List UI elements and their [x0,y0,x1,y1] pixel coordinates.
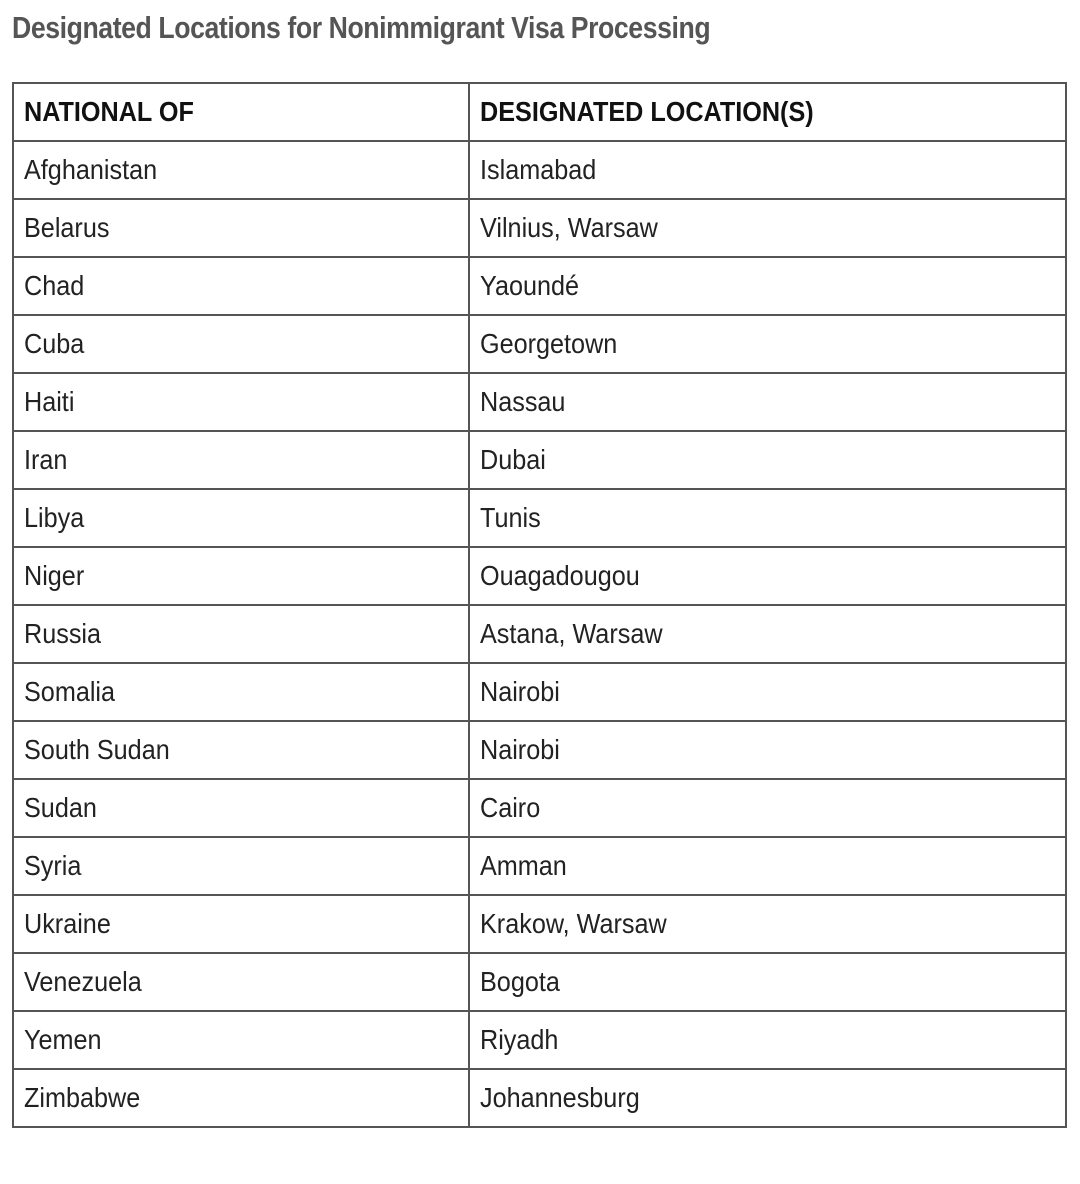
table-row [13,315,1066,373]
column-header-designated-locations: DESIGNATED LOCATION(S) [469,83,1066,141]
column-header-national-of: NATIONAL OF [13,83,469,141]
nationality-cell: South Sudan [13,721,469,779]
nationality-cell: Ukraine [13,895,469,953]
location-cell: Yaoundé [469,257,1066,315]
table-row [13,547,1066,605]
table-row [13,721,1066,779]
nationality-cell: Cuba [13,315,469,373]
nationality-cell: Iran [13,431,469,489]
location-cell: Vilnius, Warsaw [469,199,1066,257]
location-cell: Bogota [469,953,1066,1011]
table-row [13,431,1066,489]
location-cell: Dubai [469,431,1066,489]
location-cell: Tunis [469,489,1066,547]
table-row [13,257,1066,315]
location-cell: Nairobi [469,663,1066,721]
nationality-cell: Russia [13,605,469,663]
nationality-cell: Yemen [13,1011,469,1069]
nationality-cell: Syria [13,837,469,895]
location-cell: Johannesburg [469,1069,1066,1127]
table-row [13,141,1066,199]
table-row [13,199,1066,257]
location-cell: Riyadh [469,1011,1066,1069]
nationality-cell: Afghanistan [13,141,469,199]
location-cell: Georgetown [469,315,1066,373]
table-row [13,373,1066,431]
nationality-cell: Chad [13,257,469,315]
location-cell: Astana, Warsaw [469,605,1066,663]
table-row [13,953,1066,1011]
location-cell: Cairo [469,779,1066,837]
table-row [13,1011,1066,1069]
location-cell: Islamabad [469,141,1066,199]
nationality-cell: Belarus [13,199,469,257]
nationality-cell: Zimbabwe [13,1069,469,1127]
location-cell: Ouagadougou [469,547,1066,605]
location-cell: Amman [469,837,1066,895]
table-row [13,663,1066,721]
nationality-cell: Haiti [13,373,469,431]
table-row [13,1069,1066,1127]
table-row [13,605,1066,663]
table-row [13,489,1066,547]
visa-locations-table [12,82,1067,1128]
table-row [13,895,1066,953]
table-row [13,837,1066,895]
nationality-cell: Somalia [13,663,469,721]
location-cell: Nassau [469,373,1066,431]
page-title: Designated Locations for Nonimmigrant Visa Processing [12,10,711,45]
nationality-cell: Sudan [13,779,469,837]
table-header-row [13,83,1066,141]
nationality-cell: Niger [13,547,469,605]
location-cell: Nairobi [469,721,1066,779]
nationality-cell: Venezuela [13,953,469,1011]
table-row [13,779,1066,837]
location-cell: Krakow, Warsaw [469,895,1066,953]
nationality-cell: Libya [13,489,469,547]
